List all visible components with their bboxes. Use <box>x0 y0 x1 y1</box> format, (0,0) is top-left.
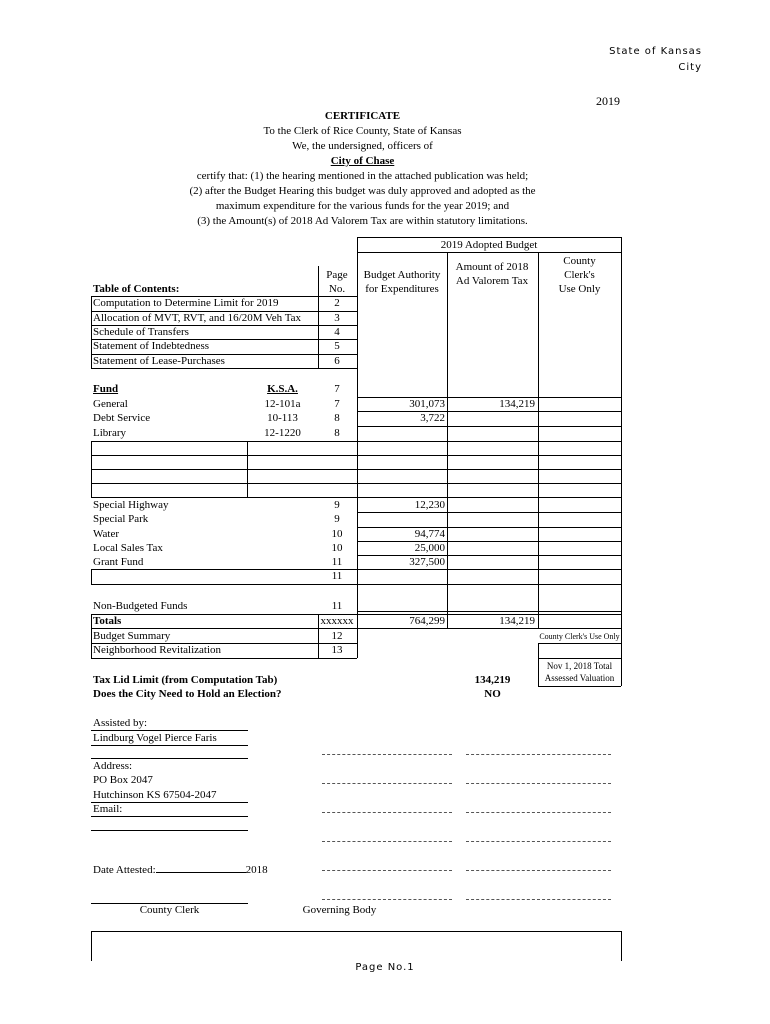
fund-page-general: 7 <box>334 398 340 410</box>
special-budget-sales-tax: 25,000 <box>414 542 445 554</box>
fund-row-library: Library <box>93 427 126 439</box>
tax-lid-value: 134,219 <box>474 674 511 686</box>
toc-page-2: 3 <box>334 312 340 324</box>
toc-item-5: Statement of Lease-Purchases <box>93 355 225 367</box>
special-budget-water: 94,774 <box>414 528 445 540</box>
city-label: City <box>678 62 702 73</box>
address-line-1: PO Box 2047 <box>93 774 153 786</box>
undersigned-line: We, the undersigned, officers of <box>292 140 433 152</box>
certificate-block <box>0 109 725 229</box>
toc-item-3: Schedule of Transfers <box>93 326 189 338</box>
fund-ksa-debt-service: 10-113 <box>267 412 298 424</box>
special-row-water: Water <box>93 528 119 540</box>
fund-header-page: 7 <box>334 383 340 395</box>
email-label: Email: <box>93 803 123 815</box>
fund-row-debt-service: Debt Service <box>93 412 151 424</box>
fund-row-general: General <box>93 398 128 410</box>
ad-valorem-header: Amount of 2018 Ad Valorem Tax <box>455 261 529 287</box>
special-page-water: 10 <box>331 528 343 540</box>
toc-page-5: 6 <box>334 355 340 367</box>
toc-item-1: Computation to Determine Limit for 2019 <box>93 297 279 309</box>
page-number: Page No.1 <box>355 962 415 973</box>
fund-tax-general: 134,219 <box>499 398 535 410</box>
certificate-title: CERTIFICATE <box>324 110 401 122</box>
totals-label: Totals <box>93 615 122 627</box>
neighborhood-row: Neighborhood Revitalization <box>93 644 221 656</box>
special-page-grant: 11 <box>331 556 343 568</box>
fund-header: Fund <box>93 383 119 395</box>
fund-budget-general: 301,073 <box>409 398 445 410</box>
address-label: Address: <box>93 760 133 772</box>
special-row-highway: Special Highway <box>93 499 169 511</box>
to-clerk-line: To the Clerk of Rice County, State of Kansas <box>263 125 462 137</box>
toc-page-4: 5 <box>334 340 340 352</box>
fund-page-library: 8 <box>334 427 340 439</box>
assisted-label: Assisted by: <box>93 717 148 729</box>
certify-line-2: (2) after the Budget Hearing this budget was duly approved and adopted as the <box>189 185 536 197</box>
election-value: NO <box>484 688 501 700</box>
non-budgeted-page: 11 <box>331 600 343 612</box>
state-label: State of Kansas <box>609 46 702 57</box>
adopted-budget-header: 2019 Adopted Budget <box>440 239 538 251</box>
county-clerk-label: County Clerk <box>139 904 200 916</box>
date-attested-label: Date Attested: 2018 <box>93 861 268 876</box>
toc-title: Table of Contents: <box>93 283 180 295</box>
special-budget-highway: 12,230 <box>414 499 445 511</box>
ksa-header: K.S.A. <box>267 383 298 395</box>
special-budget-grant: 327,500 <box>409 556 445 568</box>
toc-item-2: Allocation of MVT, RVT, and 16/20M Veh Tax <box>93 312 302 324</box>
special-row-grant: Grant Fund <box>93 556 144 568</box>
special-page-blank: 11 <box>331 570 343 582</box>
special-page-park: 9 <box>334 513 340 525</box>
totals-tax: 134,219 <box>499 615 535 627</box>
county-clerk-header: County Clerk's Use Only <box>558 255 601 295</box>
fund-ksa-library: 12-1220 <box>264 427 301 439</box>
fund-budget-debt-service: 3,722 <box>420 412 445 424</box>
year-label: 2019 <box>596 94 620 108</box>
toc-page-3: 4 <box>334 326 340 338</box>
totals-budget: 764,299 <box>409 615 445 627</box>
budget-summary-page: 12 <box>331 630 343 642</box>
fund-ksa-general: 12-101a <box>264 398 301 410</box>
city-name: City of Chase <box>330 155 395 167</box>
budget-authority-header: Budget Authority for Expenditures <box>363 269 441 295</box>
certify-line-1: certify that: (1) the hearing mentioned in the attached publication was held; <box>196 170 529 182</box>
special-row-park: Special Park <box>93 513 149 525</box>
certify-line-3: maximum expenditure for the various funds for the year 2019; and <box>215 200 510 212</box>
toc-page-1: 2 <box>334 297 340 309</box>
neighborhood-page: 13 <box>331 644 343 656</box>
page-no-header: Page No. <box>326 269 348 295</box>
totals-page: xxxxxx <box>320 615 354 627</box>
assisted-firm: Lindburg Vogel Pierce Faris <box>93 732 217 744</box>
governing-body-label: Governing Body <box>302 904 377 916</box>
assessed-valuation-label: Nov 1, 2018 Total Assessed Valuation <box>544 661 615 683</box>
address-line-2: Hutchinson KS 67504-2047 <box>93 789 217 801</box>
certify-line-4: (3) the Amount(s) of 2018 Ad Valorem Tax are within statutory limitations. <box>197 215 528 227</box>
special-page-sales-tax: 10 <box>331 542 343 554</box>
special-row-sales-tax: Local Sales Tax <box>93 542 163 554</box>
special-page-highway: 9 <box>334 499 340 511</box>
fund-page-debt-service: 8 <box>334 412 340 424</box>
toc-item-4: Statement of Indebtedness <box>93 340 210 352</box>
election-label: Does the City Need to Hold an Election? <box>93 688 282 700</box>
tax-lid-label: Tax Lid Limit (from Computation Tab) <box>93 674 278 686</box>
non-budgeted-row: Non-Budgeted Funds <box>93 600 188 612</box>
clerk-use-only-note: County Clerk's Use Only <box>539 632 620 641</box>
budget-summary-row: Budget Summary <box>93 630 171 642</box>
